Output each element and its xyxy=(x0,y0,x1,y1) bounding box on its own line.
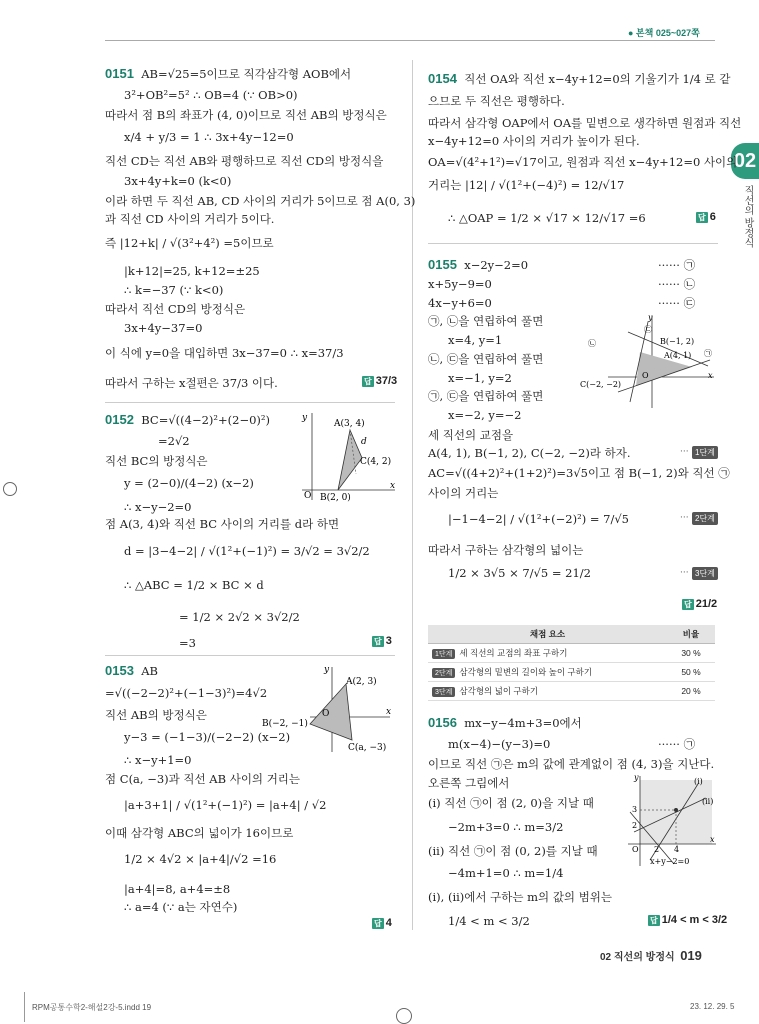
x-label: x xyxy=(708,371,713,380)
tick-2: 2 xyxy=(632,821,638,830)
point-b-label: B(−2, −1) xyxy=(262,719,308,729)
step-label: 1단계 xyxy=(432,649,455,659)
solution-line: 거리는 |12| / √(1²+(−4)²) = 12/√17 xyxy=(428,178,625,192)
y-label: y xyxy=(648,313,653,322)
book-reference: ● 본책 025~027쪽 xyxy=(628,28,700,38)
solution-line: 따라서 구하는 삼각형의 넓이는 xyxy=(428,543,584,557)
solution-line: |a+4|=8, a+4=±8 xyxy=(124,882,231,896)
solution-line: x=4, y=1 xyxy=(448,333,503,347)
marker-2: ㉡ xyxy=(588,339,596,348)
solution-line: mx−y−4m+3=0에서 xyxy=(464,716,582,730)
marker-1: ㉠ xyxy=(704,349,712,358)
solution-line: =3 xyxy=(179,636,196,650)
registration-mark xyxy=(396,1008,412,1024)
point-a-label: A(4, 1) xyxy=(664,351,692,360)
point-c-label: C(a, −3) xyxy=(348,743,387,753)
solution-line: ∴ a=4 (∵ a는 자연수) xyxy=(124,900,238,914)
solution-line: ㉠, ㉡을 연립하여 풀면 xyxy=(428,314,544,328)
point-a-label: A(3, 4) xyxy=(334,419,365,429)
solution-line: 세 직선의 교점을 xyxy=(428,428,514,442)
solution-line: ㉠, ㉢을 연립하여 풀면 xyxy=(428,389,544,403)
solution-line: 오른쪽 그림에서 xyxy=(428,776,510,790)
point-b-label: B(2, 0) xyxy=(320,493,351,503)
origin-label: O xyxy=(632,845,639,854)
problem-number: 0154 xyxy=(428,71,457,86)
solution-line: A(4, 1), B(−1, 2), C(−2, −2)라 하자. xyxy=(428,446,631,460)
solution-line: 직선 OA와 직선 x−4y+12=0의 기울기가 1/4 로 같 xyxy=(464,72,731,86)
solution-line: 3x+4y+k=0 (k<0) xyxy=(124,174,232,188)
solution-line: 3x+4y−37=0 xyxy=(124,321,203,335)
solution-line: ∴ △ABC = 1/2 × BC × d xyxy=(124,578,264,592)
triangle-figure-0152 xyxy=(290,408,400,503)
solution-line: (ii) 직선 ㉠이 점 (0, 2)를 지날 때 xyxy=(428,844,598,858)
solution-line: −4m+1=0 ∴ m=1/4 xyxy=(448,866,564,880)
solution-line: y = (2−0)/(4−2) (x−2) xyxy=(124,476,254,490)
table-row xyxy=(428,663,715,682)
table-cell: 삼각형의 밑변의 길이와 높이 구하기 xyxy=(459,667,593,677)
line-figure-0156 xyxy=(610,772,720,872)
solution-line: AB=√25=5이므로 직각삼각형 AOB에서 xyxy=(141,67,352,81)
table-header: 비율 xyxy=(667,625,715,644)
column-divider xyxy=(412,60,413,930)
solution-line: 점 A(3, 4)와 직선 BC 사이의 거리를 d라 하면 xyxy=(105,517,340,531)
equation-marker: ······ ㉠ xyxy=(658,258,696,272)
answer-mark: 답 6 xyxy=(698,211,716,223)
solution-line: |−1−4−2| / √(1²+(−2)²) = 7/√5 xyxy=(448,512,629,526)
page-number: 019 xyxy=(680,948,702,963)
answer-mark: 답 1/4 < m < 3/2 xyxy=(650,914,728,926)
table-row xyxy=(428,682,715,701)
problem-number: 0156 xyxy=(428,715,457,730)
solution-line: 따라서 삼각형 OAP에서 OA를 밑변으로 생각하면 원점과 직선 xyxy=(428,116,742,130)
registration-mark xyxy=(3,482,17,496)
x-label: x xyxy=(390,481,396,491)
solution-line: =√((−2−2)²+(−1−3)²)=4√2 xyxy=(105,686,268,700)
solution-line: 직선 BC의 방정식은 xyxy=(105,454,208,468)
table-header: 채점 요소 xyxy=(428,625,667,644)
solution-line: 따라서 직선 CD의 방정식은 xyxy=(105,302,246,316)
triangle-figure-0155 xyxy=(578,312,718,412)
solution-line: AC=√((4+2)²+(1+2)²)=3√5이고 점 B(−1, 2)와 직선 ㉠ xyxy=(428,466,730,480)
case-i-label: (i) xyxy=(694,777,703,786)
solution-line: d = |3−4−2| / √(1²+(−1)²) = 3/√2 = 3√2/2 xyxy=(124,544,370,558)
table-row xyxy=(428,644,715,663)
crop-mark xyxy=(24,992,25,1022)
fixed-point xyxy=(674,808,678,812)
solution-line: |k+12|=25, k+12=±25 xyxy=(124,264,260,278)
triangle-abc xyxy=(310,684,352,740)
table-cell: 삼각형의 넓이 구하기 xyxy=(459,686,539,696)
solution-line: (i), (ii)에서 구하는 m의 값의 범위는 xyxy=(428,890,613,904)
answer-mark: 답 37/3 xyxy=(364,375,398,387)
solution-line: x−2y−2=0 xyxy=(464,258,529,272)
x-label: x xyxy=(386,707,392,717)
solution-line: OA=√(4²+1²)=√17이고, 원점과 직선 x−4y+12=0 사이의 xyxy=(428,155,738,169)
point-b-label: B(−1, 2) xyxy=(660,337,695,346)
print-date: 23. 12. 29. 5 xyxy=(690,1002,735,1011)
equation-marker: ······ ㉠ xyxy=(658,737,696,751)
solution-line: y−3 = (−1−3)/(−2−2) (x−2) xyxy=(124,730,291,744)
solution-line: x−4y+12=0 사이의 거리가 높이가 된다. xyxy=(428,134,640,148)
solution-line: −2m+3=0 ∴ m=3/2 xyxy=(448,820,564,834)
solution-line: 사이의 거리는 xyxy=(428,486,499,500)
problem-number: 0152 xyxy=(105,412,134,427)
x-label: x xyxy=(710,835,715,844)
step-badge: 2단계 xyxy=(692,512,718,525)
solution-line: ∴ △OAP = 1/2 × √17 × 12/√17 =6 xyxy=(448,211,646,225)
solution-line: ∴ k=−37 (∵ k<0) xyxy=(124,283,224,297)
solution-line: x+5y−9=0 xyxy=(428,277,492,291)
divider xyxy=(105,402,395,403)
chapter-name: 직선의 방정식 xyxy=(742,185,753,248)
solution-line: 이라 하면 두 직선 AB, CD 사이의 거리가 5이므로 점 A(0, 3) xyxy=(105,194,416,208)
solution-line: = 1/2 × 2√2 × 3√2/2 xyxy=(179,610,300,624)
solution-line: (i) 직선 ㉠이 점 (2, 0)을 지날 때 xyxy=(428,796,594,810)
distance-label: d xyxy=(361,437,367,447)
solution-line: 1/2 × 3√5 × 7/√5 = 21/2 xyxy=(448,566,591,580)
solution-line: x=−2, y=−2 xyxy=(448,408,522,422)
step-label: 3단계 xyxy=(432,687,455,697)
answer-mark: 답 3 xyxy=(374,635,392,647)
problem-number: 0151 xyxy=(105,66,134,81)
solution-line: 으므로 두 직선은 평행하다. xyxy=(428,94,565,108)
divider xyxy=(428,243,718,244)
file-name: RPM공통수학2-해설2강-5.indd 19 xyxy=(32,1003,152,1012)
solution-line: AB xyxy=(141,664,158,678)
chapter-tab: 02 xyxy=(731,143,759,179)
tick-3: 3 xyxy=(632,805,638,814)
marker-3: ㉢ xyxy=(644,325,652,334)
equation-label: x+y−2=0 xyxy=(650,857,690,866)
origin-label: O xyxy=(642,371,649,380)
solution-line: 이므로 직선 ㉠은 m의 값에 관계없이 점 (4, 3)을 지난다. xyxy=(428,757,715,771)
divider xyxy=(105,655,395,656)
y-label: y xyxy=(302,413,308,423)
table-cell: 50 % xyxy=(667,663,715,682)
equation-marker: ······ ㉢ xyxy=(658,296,696,310)
equation-marker: ······ ㉡ xyxy=(658,277,696,291)
page-header xyxy=(0,0,759,44)
table-cell: 20 % xyxy=(667,682,715,701)
tick-x4: 4 xyxy=(674,845,680,854)
solution-line: 점 C(a, −3)과 직선 AB 사이의 거리는 xyxy=(105,772,301,786)
case-ii-label: (ii) xyxy=(702,797,714,806)
solution-line: 이때 삼각형 ABC의 넓이가 16이므로 xyxy=(105,826,294,840)
step-badge: 3단계 xyxy=(692,567,718,580)
solution-line: 3²+OB²=5² ∴ OB=4 (∵ OB>0) xyxy=(124,88,298,102)
answer-mark: 답 4 xyxy=(374,917,392,929)
solution-line: =2√2 xyxy=(158,434,190,448)
solution-line: 따라서 구하는 x절편은 37/3 이다. xyxy=(105,376,278,390)
scoring-table xyxy=(428,625,715,701)
solution-line: 따라서 점 B의 좌표가 (4, 0)이므로 직선 AB의 방정식은 xyxy=(105,108,387,122)
step-label: 2단계 xyxy=(432,668,455,678)
triangle-figure-0153 xyxy=(260,662,400,757)
solution-line: 과 직선 CD 사이의 거리가 5이다. xyxy=(105,212,275,226)
problem-number: 0155 xyxy=(428,257,457,272)
solution-line: ∴ x−y−2=0 xyxy=(124,500,192,514)
solution-line: m(x−4)−(y−3)=0 xyxy=(448,737,551,751)
solution-line: 직선 AB의 방정식은 xyxy=(105,708,207,722)
y-label: y xyxy=(634,773,639,782)
header-rule xyxy=(105,40,715,41)
solution-line: x=−1, y=2 xyxy=(448,371,512,385)
origin-label: O xyxy=(304,491,312,501)
solution-line: ∴ x−y+1=0 xyxy=(124,753,192,767)
table-cell: 30 % xyxy=(667,644,715,663)
step-badge: 1단계 xyxy=(692,446,718,459)
problem-number: 0153 xyxy=(105,663,134,678)
answer-mark: 답 21/2 xyxy=(684,598,718,610)
tick-x2: 2 xyxy=(654,845,660,854)
page-footer-label: 02 직선의 방정식 019 xyxy=(600,948,702,963)
point-a-label: A(2, 3) xyxy=(346,677,377,687)
solution-line: 1/2 × 4√2 × |a+4|/√2 =16 xyxy=(124,852,277,866)
point-c-label: C(4, 2) xyxy=(360,457,392,467)
solution-line: BC=√((4−2)²+(2−0)²) xyxy=(141,413,270,427)
solution-line: ㉡, ㉢을 연립하여 풀면 xyxy=(428,352,544,366)
solution-line: 즉 |12+k| / √(3²+4²) =5이므로 xyxy=(105,236,274,250)
origin-label: O xyxy=(322,709,330,719)
solution-line: 4x−y+6=0 xyxy=(428,296,492,310)
triangle-abc xyxy=(338,430,362,490)
solution-line: 이 식에 y=0을 대입하면 3x−37=0 ∴ x=37/3 xyxy=(105,346,344,360)
solution-line: 직선 CD는 직선 AB와 평행하므로 직선 CD의 방정식을 xyxy=(105,154,384,168)
table-cell: 세 직선의 교점의 좌표 구하기 xyxy=(459,648,568,658)
y-label: y xyxy=(324,665,330,675)
solution-line: x/4 + y/3 = 1 ∴ 3x+4y−12=0 xyxy=(124,130,294,144)
point-c-label: C(−2, −2) xyxy=(580,380,622,389)
solution-line: |a+3+1| / √(1²+(−1)²) = |a+4| / √2 xyxy=(124,798,327,812)
solution-line: 1/4 < m < 3/2 xyxy=(448,914,530,928)
